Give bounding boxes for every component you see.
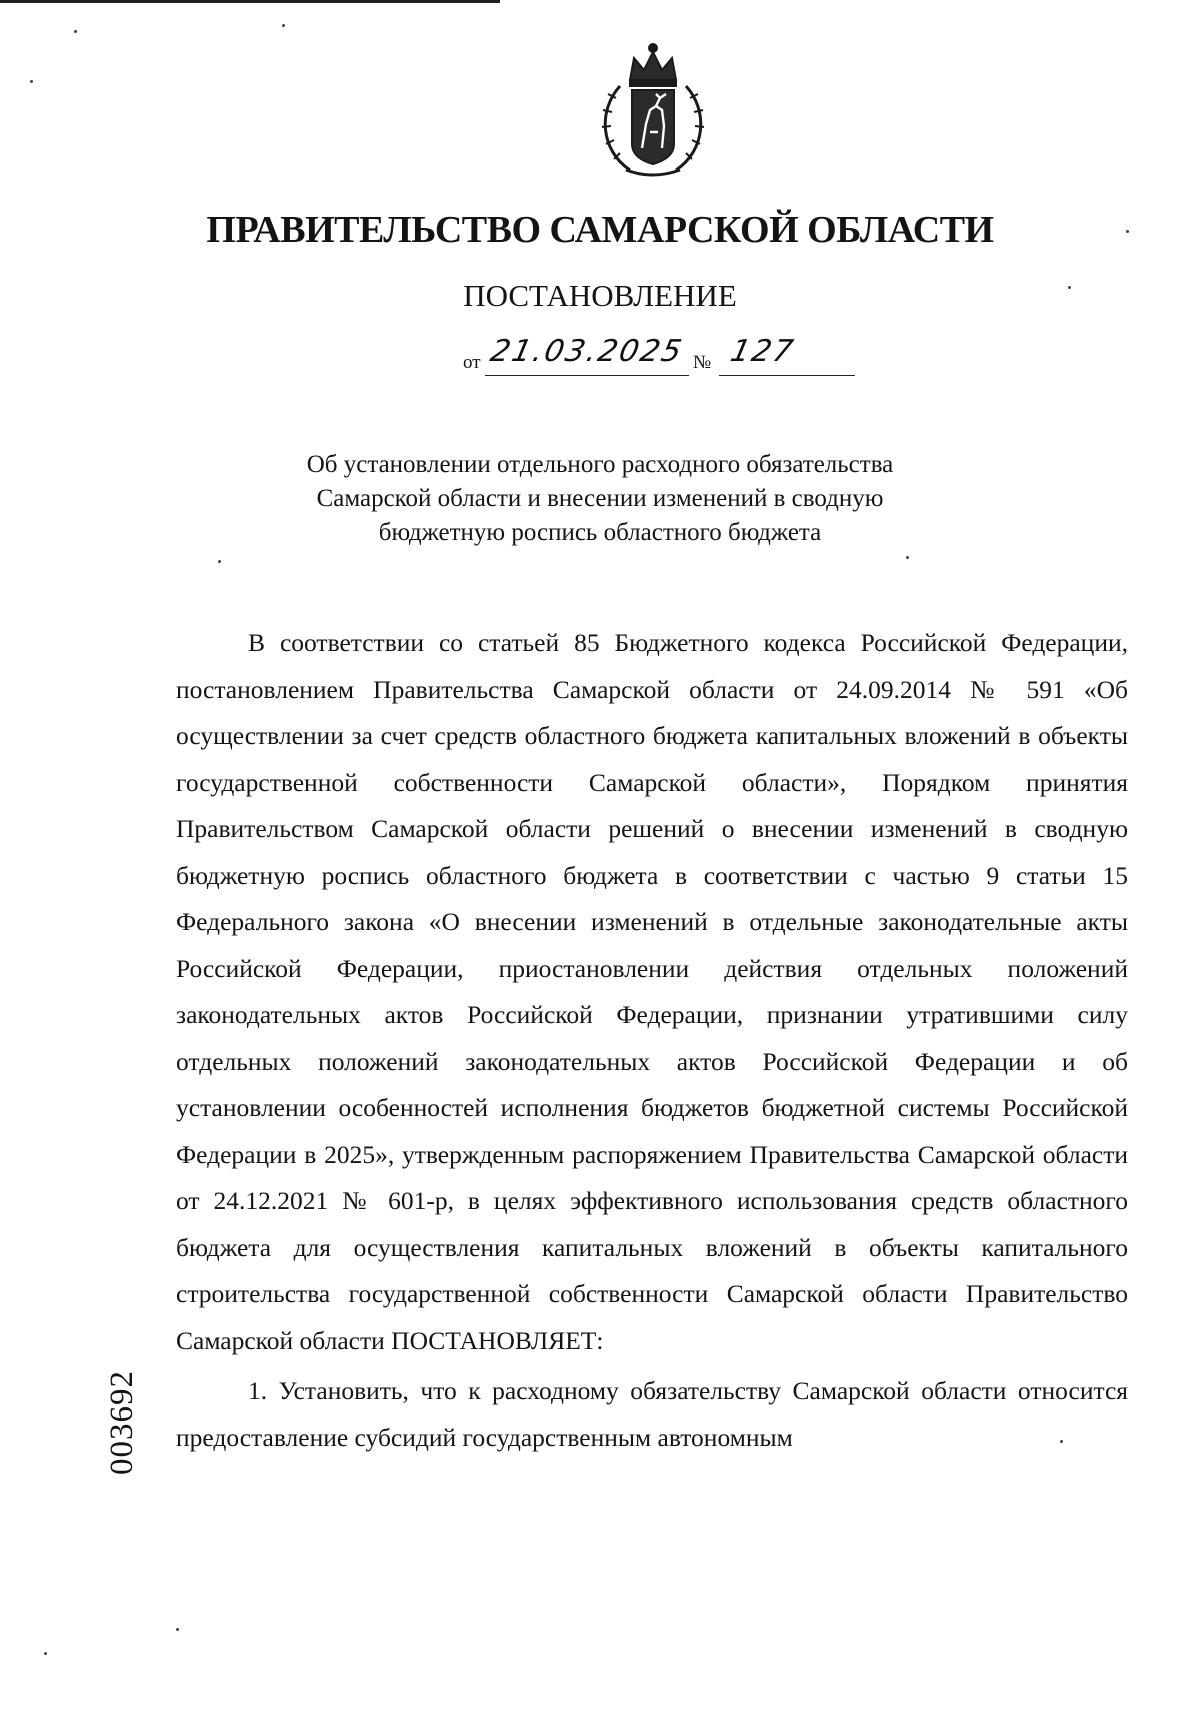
scan-speck bbox=[176, 1628, 179, 1631]
subject-line: Самарской области и внесении изменений в сводную bbox=[316, 485, 884, 512]
date-prefix: от bbox=[463, 352, 481, 373]
scan-speck bbox=[74, 30, 77, 33]
scan-speck bbox=[218, 560, 221, 563]
handwritten-number: 127 bbox=[727, 334, 798, 369]
number-underline bbox=[719, 375, 855, 376]
subject-line: бюджетную роспись областного бюджета bbox=[378, 519, 822, 546]
number-prefix: № bbox=[693, 352, 712, 373]
body-paragraph-item-1: 1. Установить, что к расходному обязательству Самарской области относится предоставление субсидий государственным автономным bbox=[176, 1376, 1128, 1452]
scan-speck bbox=[282, 24, 285, 27]
scan-speck bbox=[906, 556, 909, 559]
body-paragraph-preamble: В соответствии со статьей 85 Бюджетного кодекса Российской Федерации, постановлением Правительства Самарской области от 24.09.2014 № 591 «Об осуществлении за счет средств областного бюджета капитальных вложений в объекты государственной собственности Самарской области», Порядком принятия Правительством Самарской области решений о внесении изменений в сводную бюджетную роспись областного бюджета в соответствии с частью 9 статьи 15 Федерального закона «О внесении изменений в отдельные законодательные акты Российской Федерации, приостановлении действия отдельных положений законодательных актов Российской Федерации, признании утратившими силу отдельных положений законодательных актов Российской Федерации и об установлении особенностей исполнения бюджетов бюджетной системы Российской Федерации в 2025», утвержденным распоряжением Правительства Самарской области от 24.12.2021 № 601-р, в целях эффективного использования средств областного бюджета для осуществления капитальных вложений в объекты капитального строительства государственной собственности Самарской области Правительство Самарской области ПОСТАНОВЛЯЕТ: bbox=[176, 628, 1128, 1355]
subject-line: Об установлении отдельного расходного обязательства bbox=[306, 451, 894, 478]
margin-serial-number: 003692 bbox=[104, 1370, 140, 1475]
coat-of-arms-icon bbox=[590, 40, 716, 180]
scan-speck bbox=[1068, 286, 1071, 289]
organization-title: ПРАВИТЕЛЬСТВО САМАРСКОЙ ОБЛАСТИ bbox=[206, 209, 994, 251]
scan-speck bbox=[44, 1652, 47, 1655]
date-underline bbox=[485, 375, 689, 376]
handwritten-date: 21.03.2025 bbox=[487, 334, 687, 369]
scan-speck bbox=[1126, 230, 1129, 233]
document-subject bbox=[200, 448, 1000, 550]
document-body bbox=[176, 620, 1128, 1461]
scan-speck bbox=[1060, 1440, 1063, 1443]
scan-speck bbox=[30, 80, 33, 83]
document-type: ПОСТАНОВЛЕНИЕ bbox=[463, 278, 737, 313]
date-number-line bbox=[463, 334, 863, 378]
top-border-line bbox=[0, 0, 500, 3]
